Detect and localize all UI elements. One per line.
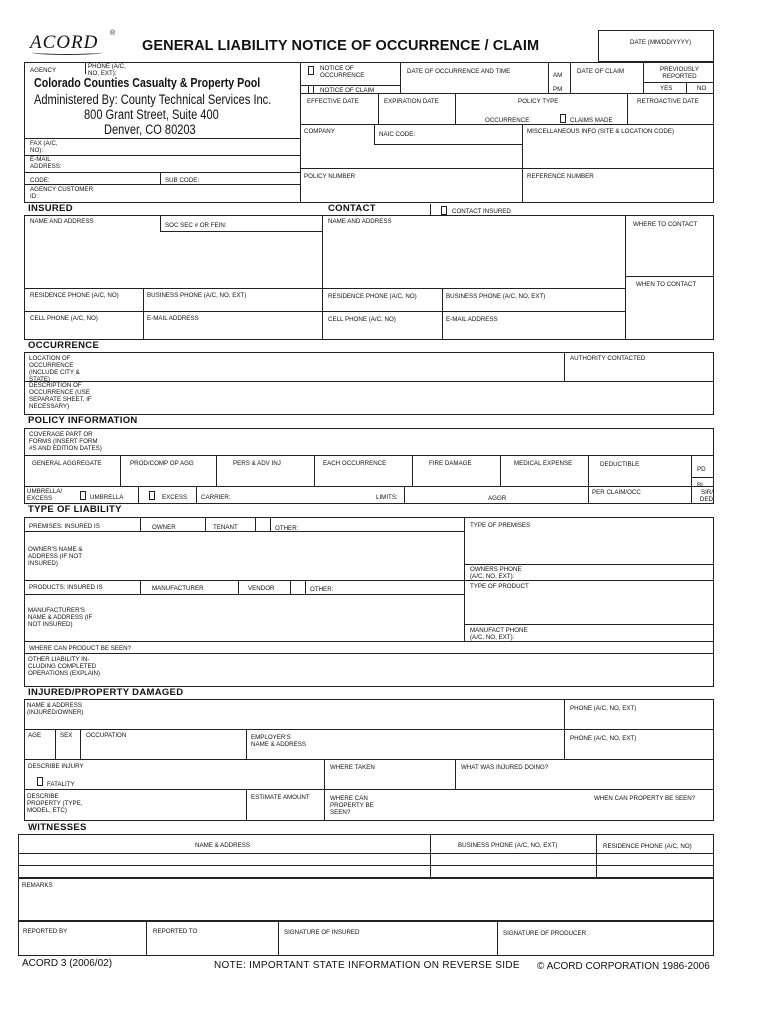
- witness-bus-phone-label: BUSINESS PHONE (A/C, NO, EXT): [458, 842, 558, 849]
- bi-label[interactable]: BI: [697, 482, 703, 489]
- injured-name-label: NAME & ADDRESS (INJURED/OWNER): [27, 702, 84, 716]
- where-product-label: WHERE CAN PRODUCT BE SEEN?: [29, 645, 131, 652]
- employer-label: EMPLOYER'S NAME & ADDRESS: [251, 734, 307, 748]
- policy-info-title: POLICY INFORMATION: [28, 415, 138, 426]
- prev-reported-label: PREVIOUSLY REPORTED: [659, 66, 700, 80]
- pers-adv-label: PERS & ADV INJ: [233, 460, 281, 467]
- expiration-date-label: EXPIRATION DATE: [384, 98, 439, 105]
- type-premises-label: TYPE OF PREMISES: [470, 522, 531, 529]
- general-aggregate-label: GENERAL AGGREGATE: [32, 460, 102, 467]
- occupation-label: OCCUPATION: [86, 732, 127, 739]
- umbrella-checkbox[interactable]: [80, 491, 86, 500]
- medical-expense-label: MEDICAL EXPENSE: [514, 460, 573, 467]
- retro-date-label: RETROACTIVE DATE: [637, 98, 699, 105]
- claims-made-checkbox[interactable]: [560, 114, 566, 123]
- estimate-amount-label: ESTIMATE AMOUNT: [251, 794, 310, 801]
- date-time-label: DATE OF OCCURRENCE AND TIME: [407, 68, 511, 75]
- signature-insured-label: SIGNATURE OF INSURED: [284, 929, 360, 936]
- other-label: OTHER:: [275, 525, 299, 532]
- fax-label: FAX (A/C, NO):: [30, 140, 58, 154]
- other2-label: OTHER:: [310, 586, 334, 593]
- tenant-label[interactable]: TENANT: [213, 524, 238, 531]
- subcode-label: SUB CODE:: [165, 177, 200, 184]
- company-label: COMPANY: [304, 128, 335, 135]
- effective-date-label: EFFECTIVE DATE: [307, 98, 359, 105]
- fatality-checkbox[interactable]: [37, 777, 43, 786]
- where-taken-label: WHERE TAKEN: [330, 764, 375, 771]
- agency-street: 800 Grant Street, Suite 400: [84, 107, 219, 122]
- insured-email-label: E-MAIL ADDRESS: [147, 315, 199, 322]
- pd-label[interactable]: PD: [697, 466, 706, 473]
- agency-name: Colorado Counties Casualty & Property Pool: [34, 75, 261, 90]
- agency-admin: Administered By: County Technical Services Inc.: [34, 92, 272, 107]
- sex-label: SEX: [60, 732, 73, 739]
- when-to-contact-label: WHEN TO CONTACT: [636, 281, 697, 288]
- insured-res-phone-label: RESIDENCE PHONE (A/C, NO): [30, 292, 119, 299]
- logo-swoosh: [32, 50, 102, 55]
- insured-bus-phone-label: BUSINESS PHONE (A/C, NO, EXT): [147, 292, 247, 299]
- limits-label: LIMITS:: [376, 494, 398, 501]
- what-doing-label: WHAT WAS INJURED DOING?: [461, 764, 549, 771]
- form-title: GENERAL LIABILITY NOTICE OF OCCURRENCE / CLAIM: [142, 38, 540, 54]
- policy-type-label: POLICY TYPE: [518, 98, 559, 105]
- notice-occurrence-label: NOTICE OF OCCURRENCE: [320, 65, 365, 79]
- manufacturer-name-label: MANUFACTURER'S NAME & ADDRESS (IF NOT INSURED): [28, 607, 93, 628]
- umbrella-excess-label: UMBRELLA/ EXCESS: [27, 488, 63, 502]
- notice-claim-label: NOTICE OF CLAIM: [320, 87, 375, 94]
- location-label: LOCATION OF OCCURRENCE (INCLUDE CITY & STATE): [29, 355, 80, 383]
- premises-label: PREMISES: INSURED IS: [29, 523, 100, 530]
- owners-phone-label: OWNERS PHONE (A/C, NO, EXT):: [470, 566, 522, 580]
- date-box[interactable]: [598, 30, 714, 62]
- injured-title: INJURED/PROPERTY DAMAGED: [28, 687, 184, 698]
- other-liability-label: OTHER LIABILITY IN- CLUDING COMPLETED OPERATIONS (EXPLAIN): [28, 656, 101, 677]
- agency-city: Denver, CO 80203: [104, 122, 196, 137]
- contact-cell-label: CELL PHONE (A/C, NO): [328, 316, 396, 323]
- authority-label: AUTHORITY CONTACTED: [570, 355, 646, 362]
- copyright: © ACORD CORPORATION 1986-2006: [537, 961, 710, 972]
- insured-cell-label: CELL PHONE (A/C, NO): [30, 315, 98, 322]
- fatality-label[interactable]: FATALITY: [47, 781, 75, 788]
- reported-by-label: REPORTED BY: [23, 928, 68, 935]
- where-property-label: WHERE CAN PROPERTY BE SEEN?: [330, 795, 374, 816]
- sir-ded-label[interactable]: SIR/ DED: [699, 489, 713, 503]
- carrier-label: CARRIER:: [201, 494, 231, 501]
- excess-checkbox[interactable]: [149, 491, 155, 500]
- manufact-phone-label: MANUFACT PHONE (A/C, NO, EXT):: [470, 627, 528, 641]
- contact-insured-checkbox[interactable]: [441, 206, 447, 215]
- aggr-label: AGGR: [488, 495, 507, 502]
- footer-note: NOTE: IMPORTANT STATE INFORMATION ON REVERSE SIDE: [214, 960, 520, 971]
- insured-name-label: NAME AND ADDRESS: [30, 218, 94, 225]
- liability-title: TYPE OF LIABILITY: [28, 504, 122, 515]
- witnesses-section: [18, 834, 714, 878]
- remarks-label: REMARKS: [22, 882, 53, 889]
- agency-label: AGENCY: [30, 67, 57, 74]
- customer-id-label: AGENCY CUSTOMER ID:: [30, 186, 94, 200]
- description-label: DESCRIPTION OF OCCURRENCE (USE SEPARATE SHEET, IF NECESSARY): [29, 382, 92, 410]
- no-label[interactable]: NO: [697, 85, 707, 92]
- injured-phone1-label: PHONE (A/C, NO, EXT): [570, 705, 637, 712]
- contact-insured-label[interactable]: CONTACT INSURED: [452, 208, 511, 215]
- misc-info-label: MISCELLANEOUS INFO (SITE & LOCATION CODE): [527, 128, 675, 135]
- occurrence-option[interactable]: OCCURRENCE: [485, 117, 530, 124]
- email-label: E-MAIL ADDRESS:: [30, 156, 62, 170]
- insured-title: INSURED: [28, 203, 73, 214]
- code-label: CODE:: [30, 177, 50, 184]
- liability-section: [24, 517, 714, 687]
- registered-icon: ®: [110, 30, 116, 37]
- injured-phone2-label: PHONE (A/C, NO, EXT): [570, 735, 637, 742]
- contact-title: CONTACT: [328, 203, 376, 214]
- type-product-label: TYPE OF PRODUCT: [470, 583, 529, 590]
- yes-label[interactable]: YES: [660, 85, 673, 92]
- coverage-part-label: COVERAGE PART OR FORMS (INSERT FORM #S AND EDITION DATES): [29, 431, 102, 452]
- notice-occurrence-checkbox[interactable]: [308, 66, 314, 75]
- excess-label[interactable]: EXCESS: [162, 494, 188, 501]
- policy-number-label: POLICY NUMBER: [304, 173, 356, 180]
- per-claim-label: PER CLAIM/OCC: [592, 489, 641, 496]
- contact-res-phone-label: RESIDENCE PHONE (A/C, NO): [328, 293, 417, 300]
- remarks-section: [18, 878, 714, 921]
- date-label: DATE (MM/DD/YYYY): [630, 39, 692, 46]
- reported-to-label: REPORTED TO: [153, 928, 198, 935]
- deductible-label: DEDUCTIBLE: [600, 461, 640, 468]
- phone-label: PHONE (A/C, NO, EXT):: [88, 63, 126, 77]
- signature-section: [18, 921, 714, 956]
- witnesses-title: WITNESSES: [28, 822, 87, 833]
- vendor-label[interactable]: VENDOR: [248, 585, 275, 592]
- pm-label: PM: [553, 86, 563, 93]
- reference-number-label: REFERENCE NUMBER: [527, 173, 594, 180]
- date-of-claim-label: DATE OF CLAIM: [577, 68, 624, 75]
- witness-res-phone-label: RESIDENCE PHONE (A/C, NO): [603, 843, 692, 850]
- contact-name-label: NAME AND ADDRESS: [328, 218, 392, 225]
- describe-injury-label: DESCRIBE INJURY: [28, 763, 84, 770]
- contact-bus-phone-label: BUSINESS PHONE (A/C, NO, EXT): [446, 293, 546, 300]
- occurrence-title: OCCURRENCE: [28, 340, 100, 351]
- acord-logo: [30, 32, 114, 56]
- age-label: AGE: [28, 732, 42, 739]
- witness-name-label: NAME & ADDRESS: [195, 842, 251, 849]
- umbrella-label[interactable]: UMBRELLA: [90, 494, 124, 501]
- signature-producer-label: SIGNATURE OF PRODUCER: [503, 930, 587, 937]
- products-label: PRODUCTS: INSURED IS: [29, 584, 103, 591]
- naic-code-label: NAIC CODE:: [379, 131, 416, 138]
- owner-name-label: OWNER'S NAME & ADDRESS (IF NOT INSURED): [28, 546, 83, 567]
- fire-damage-label: FIRE DAMAGE: [429, 460, 472, 467]
- where-to-contact-label: WHERE TO CONTACT: [633, 221, 698, 228]
- each-occurrence-label: EACH OCCURRENCE: [323, 460, 387, 467]
- soc-sec-label: SOC SEC # OR FEIN:: [165, 222, 227, 229]
- prod-comp-label: PROD/COMP OP AGG: [130, 460, 194, 467]
- contact-email-label: E-MAIL ADDRESS: [446, 316, 498, 323]
- form-id: ACORD 3 (2006/02): [22, 958, 113, 969]
- acord-logo-text: ACORD: [30, 32, 99, 53]
- am-label: AM: [553, 72, 563, 79]
- claims-made-option[interactable]: CLAIMS MADE: [570, 117, 613, 124]
- describe-property-label: DESCRIBE PROPERTY (TYPE, MODEL, ETC): [27, 793, 83, 814]
- manufacturer-label[interactable]: MANUFACTURER: [152, 585, 204, 592]
- owner-label[interactable]: OWNER: [152, 524, 176, 531]
- when-property-label: WHEN CAN PROPERTY BE SEEN?: [594, 795, 696, 802]
